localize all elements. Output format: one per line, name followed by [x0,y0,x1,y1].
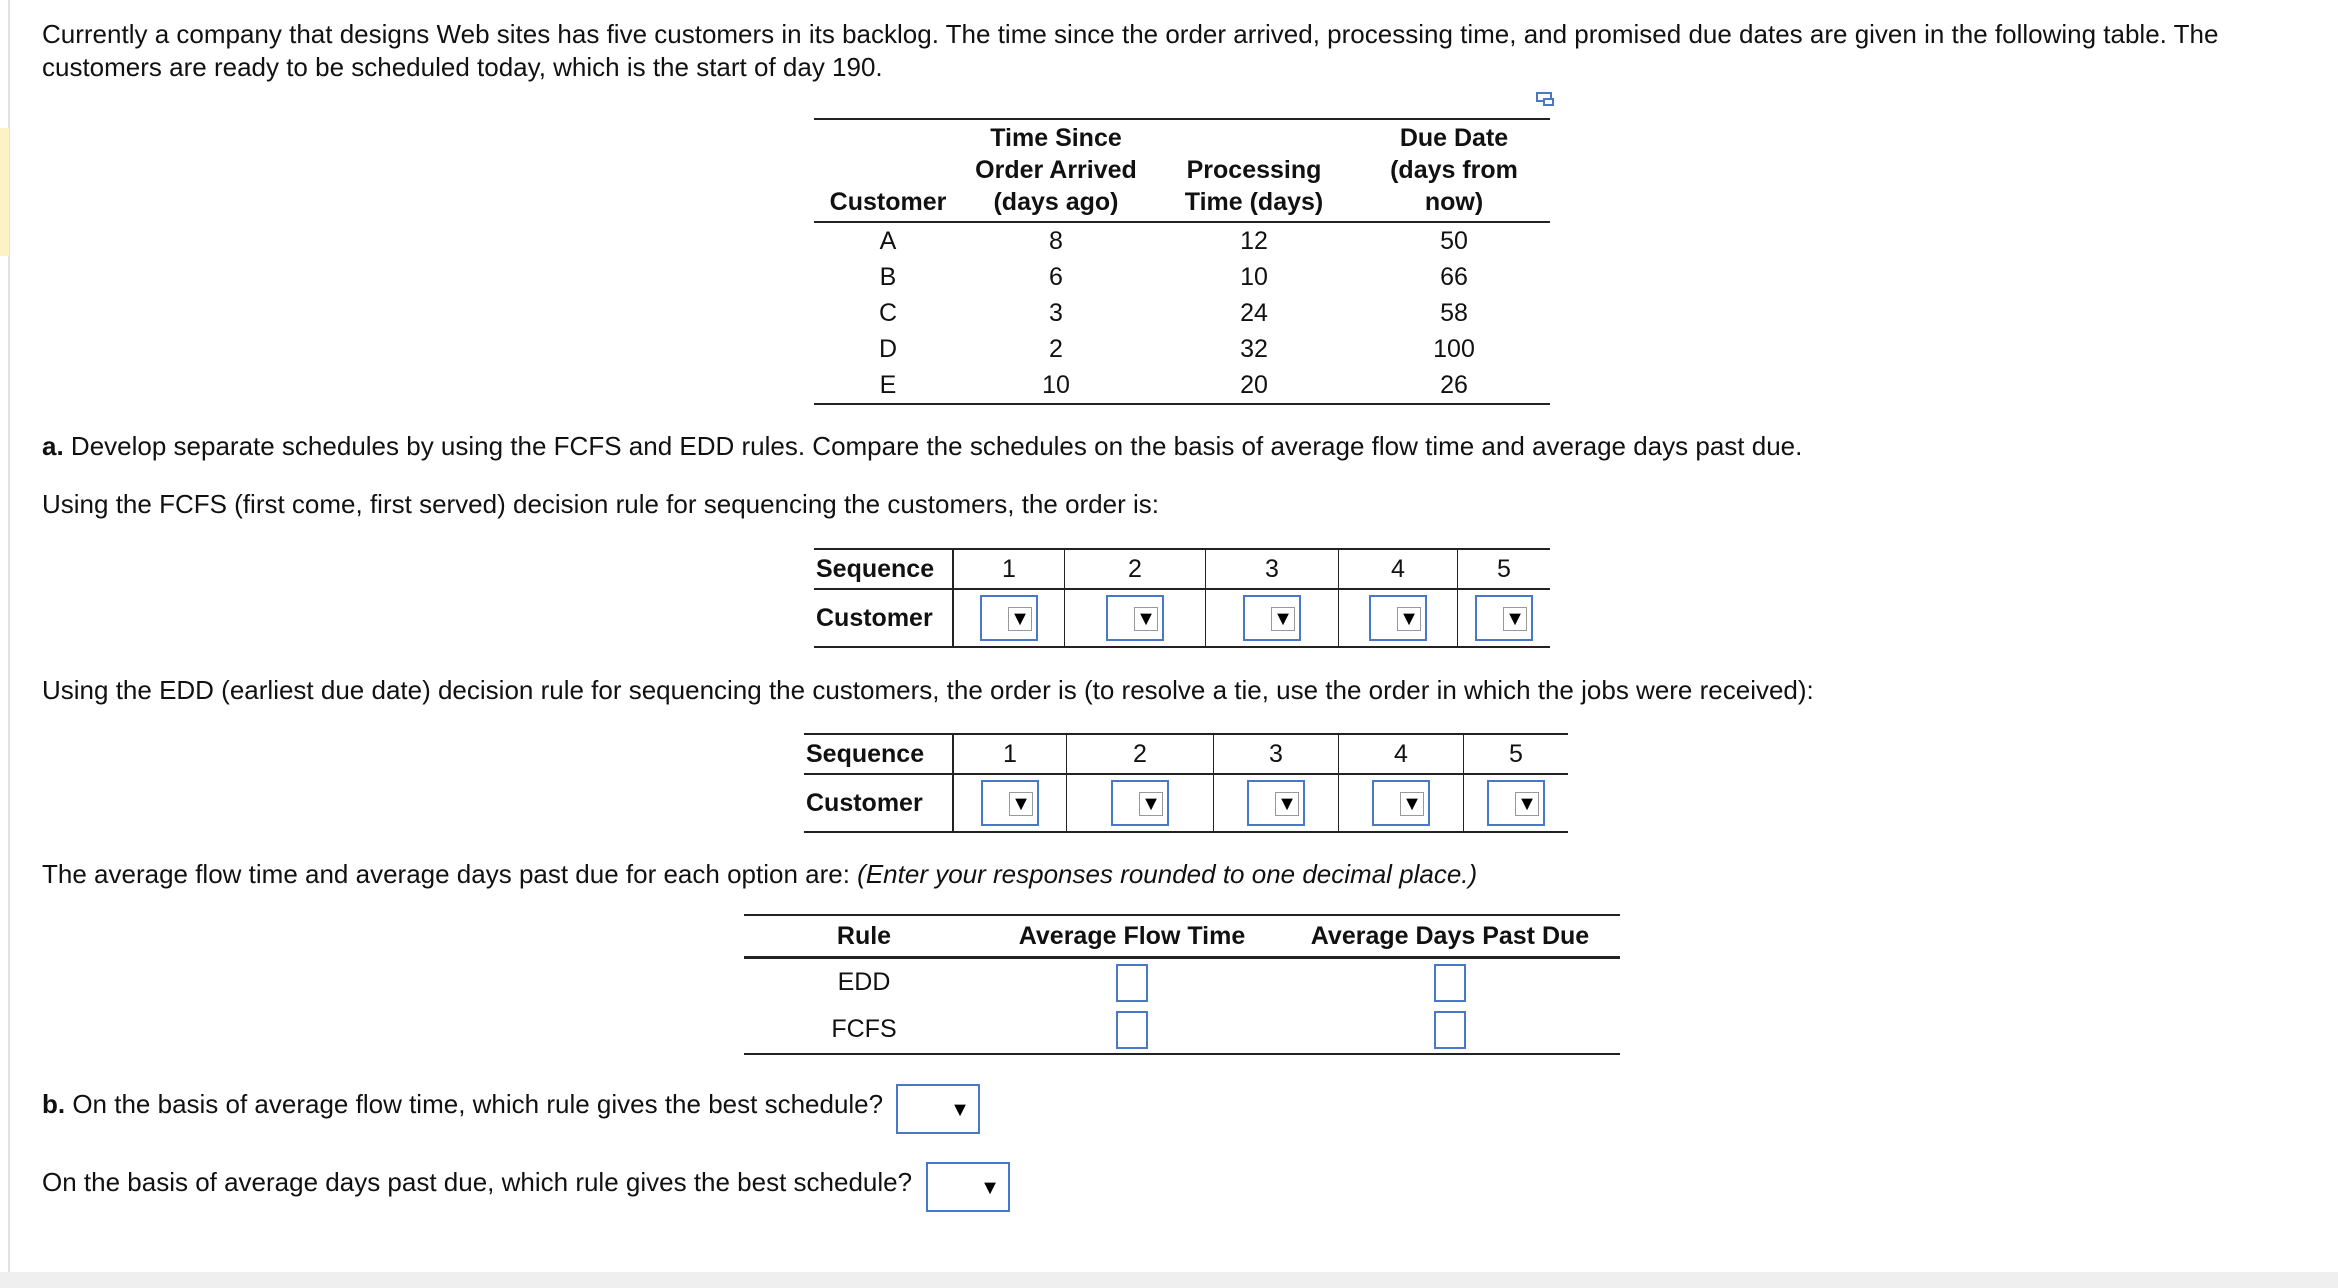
fcfs-customer-2-select[interactable] [1106,595,1164,641]
row-customer: E [879,370,897,399]
fcfs-customer-4-select[interactable] [1369,595,1427,641]
fcfs-avg-days-past-due-input[interactable] [1434,1011,1466,1049]
fcfs-sequence-table [814,548,1550,648]
edd-customer-row [804,774,1568,832]
row-customer: A [879,226,897,255]
edd-customer-4-select[interactable] [1372,780,1430,826]
edd-customer-5-select[interactable] [1487,780,1545,826]
edd-cell-5 [1464,774,1569,832]
averages-hint: (Enter your responses rounded to one decimal place.) [857,859,1478,889]
table-row [814,222,1550,259]
edd-seq-5: 5 [1464,734,1569,774]
fcfs-seq-2: 2 [1065,549,1206,589]
row-due: 66 [1440,262,1468,291]
chevron-down-icon: ▼ [1400,792,1424,816]
chevron-down-icon: ▼ [1008,607,1032,631]
edd-prompt: Using the EDD (earliest due date) decision rule for sequencing the customers, the order is (to resolve a tie, use the order in which the jobs were received): [42,675,1814,705]
fcfs-cell-4 [1339,589,1458,647]
header-due-date: Due Date (days from now) [1390,124,1518,216]
row-processing: 24 [1240,298,1268,327]
best-rule-days-past-due-select[interactable] [926,1162,1010,1212]
intro-line-2: customers are ready to be scheduled today, which is the start of day 190. [42,52,883,82]
row-due: 50 [1440,226,1468,255]
part-b-question-1: b. On the basis of average flow time, which rule gives the best schedule? [42,1089,884,1119]
table-row [814,259,1550,295]
rule-label: FCFS [831,1015,897,1043]
chevron-down-icon: ▼ [980,1176,1000,1199]
row-customer: C [878,298,898,327]
data-table-header [814,119,1550,222]
edd-past-due-cell [1280,958,1620,1007]
table-row [744,1006,1620,1054]
header-avg-days-past-due: Average Days Past Due [1310,921,1590,950]
edd-cell-2 [1067,774,1214,832]
edd-flow-cell [984,958,1280,1007]
fcfs-seq-4: 4 [1339,549,1458,589]
row-processing: 32 [1240,334,1268,363]
header-processing: Processing Time (days) [1184,156,1324,216]
table-row [814,367,1550,404]
header-time-since: Time Since Order Arrived (days ago) [975,124,1137,216]
fcfs-avg-flow-time-input[interactable] [1116,1011,1148,1049]
chevron-down-icon: ▼ [1275,792,1299,816]
edd-sequence-label: Sequence [804,734,953,774]
row-processing: 20 [1240,370,1268,399]
fcfs-prompt: Using the FCFS (first come, first served) decision rule for sequencing the customers, the order is: [42,489,1159,519]
row-customer: D [878,334,898,363]
edd-avg-days-past-due-input[interactable] [1434,964,1466,1002]
fcfs-cell-1 [953,589,1065,647]
table-row [744,958,1620,1007]
intro-line-1: Currently a company that designs Web sites has five customers in its backlog. The time since the order arrived, processing time, and promised due dates are given in the following table. The [42,19,2219,49]
chevron-down-icon: ▼ [1139,792,1163,816]
edd-seq-3: 3 [1214,734,1339,774]
averages-table [744,914,1620,1055]
row-due: 26 [1440,370,1468,399]
chevron-down-icon: ▼ [1397,607,1421,631]
header-avg-flow-time: Average Flow Time [1018,921,1246,950]
edd-cell-4 [1339,774,1464,832]
edd-cell-3 [1214,774,1339,832]
edd-sequence-row [804,734,1568,774]
edd-cell-1 [953,774,1067,832]
edd-customer-label: Customer [804,774,953,832]
edd-customer-2-select[interactable] [1111,780,1169,826]
table-row [814,295,1550,331]
fcfs-seq-1: 1 [1002,554,1016,583]
fcfs-customer-label: Customer [814,589,953,647]
table-row [814,331,1550,367]
part-b-question-2: On the basis of average days past due, which rule gives the best schedule? [42,1167,913,1197]
backlog-data-table [814,118,1550,405]
row-time-since: 8 [1049,226,1063,255]
edd-seq-1: 1 [1003,739,1017,768]
fcfs-customer-5-select[interactable] [1475,595,1533,641]
chevron-down-icon: ▼ [1134,607,1158,631]
row-time-since: 2 [1049,334,1063,363]
fcfs-seq-5: 5 [1458,549,1551,589]
row-time-since: 6 [1049,262,1063,291]
rule-label: EDD [837,968,891,996]
row-due: 100 [1433,334,1475,363]
row-processing: 12 [1240,226,1268,255]
chevron-down-icon: ▼ [1009,792,1033,816]
chevron-down-icon: ▼ [950,1098,970,1121]
fcfs-sequence-row [814,549,1550,589]
chevron-down-icon: ▼ [1271,607,1295,631]
edd-seq-2: 2 [1067,734,1214,774]
fcfs-customer-1-select[interactable] [980,595,1038,641]
fcfs-cell-2 [1065,589,1206,647]
fcfs-past-due-cell [1280,1006,1620,1054]
edd-avg-flow-time-input[interactable] [1116,964,1148,1002]
averages-header-row [744,915,1620,958]
fcfs-sequence-label: Sequence [814,549,953,589]
edd-customer-3-select[interactable] [1247,780,1305,826]
chevron-down-icon: ▼ [1515,792,1539,816]
question-highlight-marker [0,128,9,256]
fcfs-flow-cell [984,1006,1280,1054]
fcfs-cell-3 [1206,589,1339,647]
edd-seq-4: 4 [1339,734,1464,774]
best-rule-flow-time-select[interactable] [896,1084,980,1134]
edd-customer-1-select[interactable] [981,780,1039,826]
row-customer: B [879,262,897,291]
fcfs-customer-row [814,589,1550,647]
row-due: 58 [1440,298,1468,327]
fcfs-seq-3: 3 [1206,549,1339,589]
part-a-text: a. Develop separate schedules by using the FCFS and EDD rules. Compare the schedules on the basis of average flow time and average days past due. [42,431,1803,461]
row-time-since: 3 [1049,298,1063,327]
fcfs-customer-3-select[interactable] [1243,595,1301,641]
bottom-bar [0,1272,2338,1288]
expand-icon[interactable] [1536,92,1554,106]
header-rule: Rule [836,921,892,950]
header-customer: Customer [829,188,947,216]
edd-sequence-table [804,733,1568,833]
row-time-since: 10 [1042,370,1070,399]
row-processing: 10 [1240,262,1268,291]
fcfs-cell-5 [1458,589,1551,647]
chevron-down-icon: ▼ [1503,607,1527,631]
averages-prompt: The average flow time and average days past due for each option are: (Enter your responses rounded to one decimal place.) [42,859,1478,889]
